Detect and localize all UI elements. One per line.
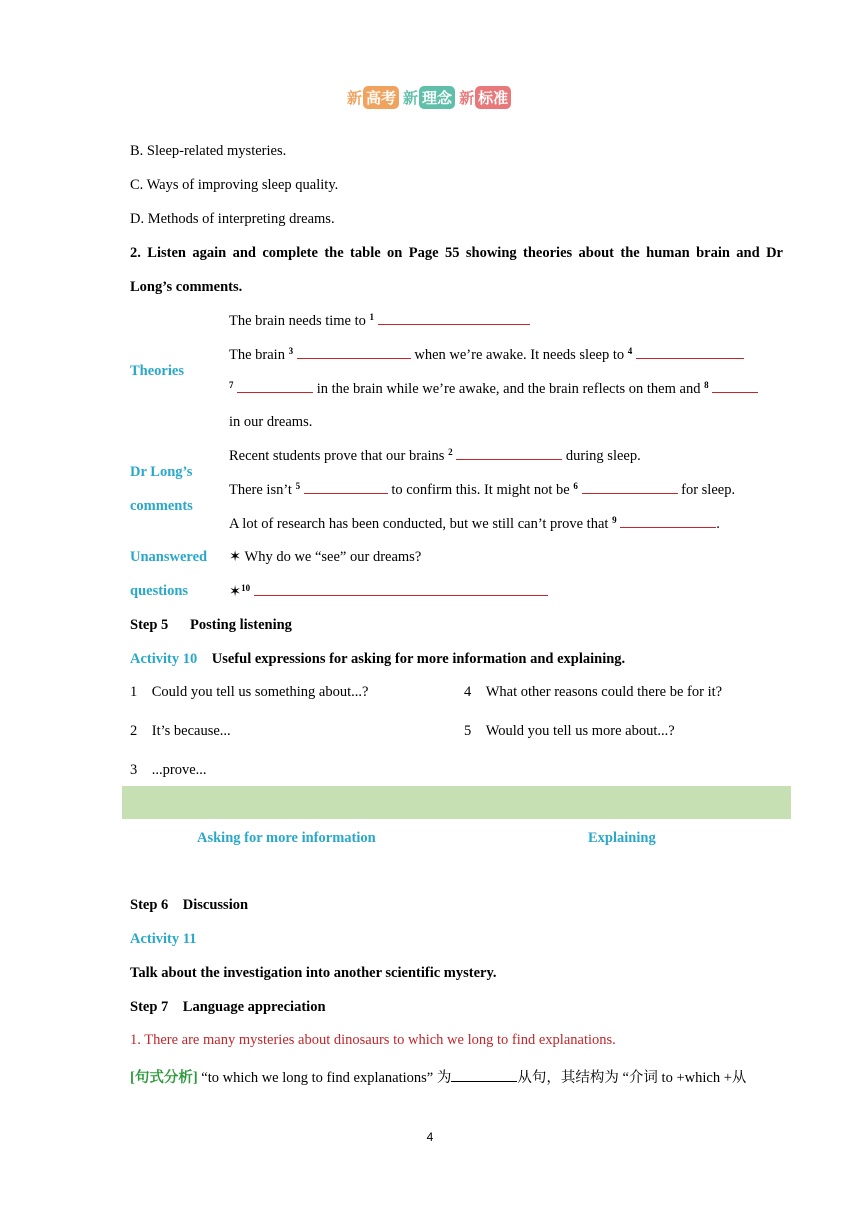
logo-char-3: 新 bbox=[459, 88, 475, 107]
option-b: B. Sleep-related mysteries. bbox=[130, 143, 287, 159]
header-logo bbox=[347, 86, 512, 108]
activity11: Activity 11 bbox=[130, 931, 197, 947]
theory-3: $^7$ in the brain while we’re awake, and the brain reflects on them and $^8$ bbox=[229, 380, 758, 398]
activity10: Activity 10 Useful expressions for asking for more information and explaining. bbox=[130, 651, 626, 667]
theories-label: Theories bbox=[130, 363, 184, 379]
expression-4: 4 What other reasons could there be for it? bbox=[464, 684, 723, 700]
unanswered-label-1: Unanswered bbox=[130, 549, 208, 565]
theory-2: The brain $^3$ when we’re awake. It needs sleep to $^4$ bbox=[229, 346, 744, 364]
task2-line2: Long’s comments. bbox=[130, 279, 243, 295]
logo-char-1: 新 bbox=[347, 88, 363, 107]
expression-2: 2 It’s because... bbox=[130, 723, 231, 739]
syntax-analysis: [句式分析] “to which we long to find explanations” 为 从句，其结构为 “介词 to +which +从 bbox=[130, 1070, 747, 1086]
expression-3: 3 ...prove... bbox=[130, 762, 207, 778]
step6-text: Talk about the investigation into another scientific mystery. bbox=[130, 965, 497, 981]
option-d: D. Methods of interpreting dreams. bbox=[130, 211, 335, 227]
step7-title: Step 7 Language appreciation bbox=[130, 999, 326, 1015]
question-2: ✶$^{10}$ bbox=[229, 583, 548, 601]
expression-1: 1 Could you tell us something about...? bbox=[130, 684, 369, 700]
comment-1: Recent students prove that our brains $^2$ during sleep. bbox=[229, 447, 641, 464]
logo-box-1: 高考 bbox=[363, 86, 399, 109]
page-number: 4 bbox=[426, 1130, 434, 1144]
logo-box-2: 理念 bbox=[419, 86, 455, 109]
expression-5: 5 Would you tell us more about...? bbox=[464, 723, 675, 739]
logo-box-3: 标准 bbox=[475, 86, 511, 109]
option-c: C. Ways of improving sleep quality. bbox=[130, 177, 339, 193]
step6-title: Step 6 Discussion bbox=[130, 897, 249, 913]
theory-3-end: in our dreams. bbox=[229, 414, 313, 430]
comments-label-1: Dr Long’s bbox=[130, 464, 193, 480]
step5-title: Step 5 Posting listening bbox=[130, 617, 292, 633]
question-1: ✶ Why do we “see” our dreams? bbox=[229, 549, 422, 565]
task2-line1: 2. Listen again and complete the table on Page 55 showing theories about the human brain and Dr bbox=[130, 245, 783, 261]
theory-1: The brain needs time to $^1$ bbox=[229, 312, 530, 330]
comment-3: A lot of research has been conducted, but we still can’t prove that $^9$ . bbox=[229, 515, 720, 532]
col-explaining: Explaining bbox=[588, 830, 656, 846]
comments-label-2: comments bbox=[130, 498, 193, 514]
unanswered-label-2: questions bbox=[130, 583, 189, 599]
col-asking: Asking for more information bbox=[197, 830, 376, 846]
comment-2: There isn’t $^5$ to confirm this. It might not be $^6$ for sleep. bbox=[229, 481, 736, 498]
category-bar bbox=[122, 786, 791, 819]
step7-sentence: 1. There are many mysteries about dinosaurs to which we long to find explanations. bbox=[130, 1032, 616, 1048]
logo-char-2: 新 bbox=[403, 88, 419, 107]
